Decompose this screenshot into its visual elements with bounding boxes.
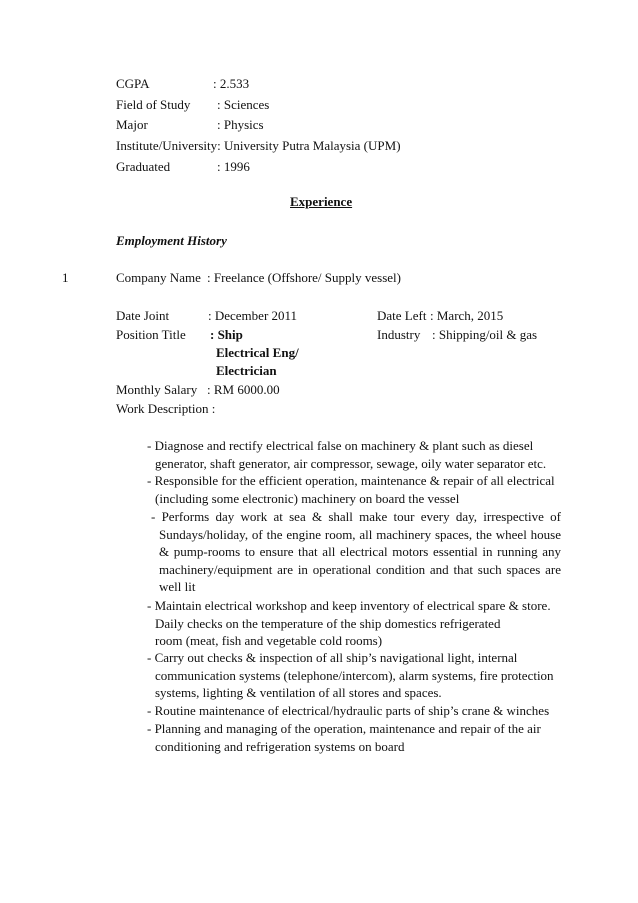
employment-history-heading: Employment History <box>116 233 227 248</box>
company-label: Company Name <box>116 270 201 285</box>
duty-item-2-first: - Responsible for the efficient operation, maintenance & repair of all electrical <box>147 473 555 488</box>
graduated-label: Graduated <box>116 159 171 174</box>
institute-line: Institute/University: University Putra Malaysia (UPM) <box>116 138 401 153</box>
duty-item-7 <box>147 720 560 755</box>
major-value: : Physics <box>217 117 264 132</box>
industry-label: Industry <box>377 327 421 342</box>
position-title-label: Position Title <box>116 327 186 342</box>
industry-value: : Shipping/oil & gas <box>432 327 538 342</box>
duty-item-1-first: - Diagnose and rectify electrical false on machinery & plant such as diesel <box>147 438 534 453</box>
duty-item-7-first: - Planning and managing of the operation, maintenance and repair of the air <box>147 721 541 736</box>
duty-item-3-rest: Sundays/holiday, of the engine room, all machinery spaces, the wheel house & pump-rooms to ensure that all electrical motors essential in running any machinery/equipment are in operational condition and that such spaces are well lit <box>159 526 561 594</box>
cgpa-label: CGPA <box>116 76 150 91</box>
duty-item-4 <box>147 597 560 650</box>
graduated-value: : 1996 <box>217 159 250 174</box>
duty-item-4-first: - Maintain electrical workshop and keep inventory of electrical spare & store. <box>147 598 551 613</box>
work-description-label: Work Description : <box>116 401 216 416</box>
major-label: Major <box>116 117 148 132</box>
duty-item-7-rest: conditioning and refrigeration systems on board <box>155 738 405 754</box>
date-joint-value: : December 2011 <box>208 308 298 323</box>
duty-item-3 <box>151 508 561 596</box>
monthly-salary-value: : RM 6000.00 <box>207 382 280 397</box>
duty-item-5-first: - Carry out checks & inspection of all ship’s navigational light, internal <box>147 650 518 665</box>
cgpa-value: : 2.533 <box>213 76 250 91</box>
date-joint-label: Date Joint <box>116 308 170 323</box>
duty-item-6-first: - Routine maintenance of electrical/hydraulic parts of ship’s crane & winches <box>147 703 550 718</box>
duty-item-6 <box>147 702 560 720</box>
duty-item-5 <box>147 649 560 702</box>
duty-item-2 <box>147 472 560 507</box>
duty-item-1 <box>147 437 560 472</box>
duty-item-2-rest: (including some electronic) machinery on board the vessel <box>155 490 460 506</box>
field-of-study-label: Field of Study <box>116 97 191 112</box>
monthly-salary-label: Monthly Salary <box>116 382 198 397</box>
job-number: 1 <box>62 270 69 285</box>
position-colon-ship: : Ship <box>210 327 243 342</box>
duty-item-5-rest: communication systems (telephone/intercom), alarm systems, fire protection systems, lighting & ventilation of all stores and spaces. <box>155 667 554 700</box>
position-title-value-3: Electrician <box>216 363 277 378</box>
position-title-value-1 <box>210 326 243 344</box>
field-of-study-value: : Sciences <box>217 97 270 112</box>
duty-item-1-rest: generator, shaft generator, air compressor, sewage, oily water separator etc. <box>155 455 547 471</box>
duty-item-4-rest: Daily checks on the temperature of the ship domestics refrigerated room (meat, fish and vegetable cold rooms) <box>155 615 501 648</box>
date-left-value: : March, 2015 <box>430 308 504 323</box>
experience-heading: Experience <box>290 194 353 209</box>
date-left-label: Date Left <box>377 308 427 323</box>
duty-item-3-first: - Performs day work at sea & shall make tour every day, irrespective of <box>151 509 561 524</box>
position-title-value-2: Electrical Eng/ <box>216 345 299 360</box>
company-value: : Freelance (Offshore/ Supply vessel) <box>207 270 401 285</box>
